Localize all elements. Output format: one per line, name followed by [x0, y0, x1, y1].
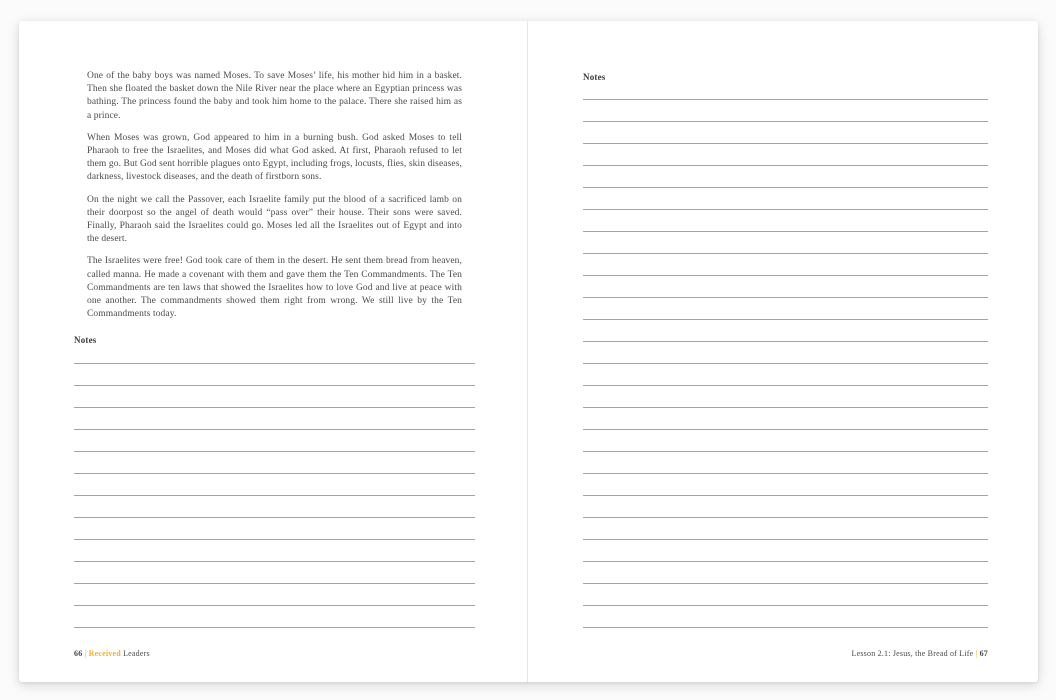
note-line	[74, 518, 475, 540]
note-line	[583, 518, 988, 540]
note-line	[583, 100, 988, 122]
note-line	[583, 298, 988, 320]
page-footer	[852, 649, 988, 658]
footer-separator: |	[84, 649, 87, 658]
note-line	[583, 386, 988, 408]
note-line	[583, 584, 988, 606]
note-line	[583, 540, 988, 562]
note-line	[74, 430, 475, 452]
page-footer	[74, 649, 150, 658]
note-line	[74, 386, 475, 408]
lesson-text	[87, 70, 462, 330]
note-line	[74, 364, 475, 386]
note-line	[583, 188, 988, 210]
note-line	[583, 452, 988, 474]
note-line	[583, 144, 988, 166]
note-line	[583, 232, 988, 254]
note-line	[583, 474, 988, 496]
note-line	[74, 342, 475, 364]
note-line	[583, 606, 988, 628]
notes-heading: Notes	[583, 72, 606, 82]
note-line	[583, 408, 988, 430]
note-line	[583, 254, 988, 276]
page-left	[19, 21, 527, 682]
note-line	[74, 584, 475, 606]
brand-name: Received	[88, 649, 121, 658]
note-line	[583, 166, 988, 188]
footer-separator: |	[975, 649, 978, 658]
paragraph-ten-commandments: The Israelites were free! God took care of them in the desert. He sent them bread from heaven, called manna. He made a covenant with them and gave them the Ten Commandments. The Ten Commandments are ten laws that showed the Israelites how to love God and live at peace with one another. The commandments showed them right from wrong. We still live by the Ten Commandments today.	[87, 256, 462, 320]
note-line	[583, 342, 988, 364]
brand-suffix: Leaders	[123, 649, 150, 658]
paragraph-moses-basket: One of the baby boys was named Moses. To save Moses’ life, his mother hid him in a basket. Then she floated the basket down the Nile River near the place where an Egyptian princess was bathing. The princess found the baby and took him home to the palace. There she raised him as a prince.	[87, 71, 462, 121]
notes-lines	[583, 78, 988, 628]
note-line	[583, 122, 988, 144]
note-line	[583, 210, 988, 232]
note-line	[583, 430, 988, 452]
note-line	[74, 606, 475, 628]
note-line	[74, 540, 475, 562]
paragraph-burning-bush: When Moses was grown, God appeared to him in a burning bush. God asked Moses to tell Pharaoh to free the Israelites, and Moses did what God asked. At first, Pharaoh refused to let them go. But God sent horrible plagues onto Egypt, including frogs, locusts, flies, skin diseases, darkness, livestock diseases, and the death of firstborn sons.	[87, 132, 462, 183]
lesson-title: Lesson 2.1: Jesus, the Bread of Life	[851, 649, 974, 658]
page-number: 67	[979, 649, 988, 658]
note-line	[74, 496, 475, 518]
note-line	[583, 562, 988, 584]
paragraph-passover: On the night we call the Passover, each Israelite family put the blood of a sacrificed lamb on their doorpost so the angel of death would “pass over” their house. Their sons were saved. Finally, Pharaoh said the Israelites could go. Moses led all the Israelites out of Egypt and into the desert.	[87, 194, 462, 245]
note-line	[583, 496, 988, 518]
note-line	[583, 320, 988, 342]
notes-heading: Notes	[74, 335, 97, 345]
note-line	[583, 364, 988, 386]
page-spread	[19, 21, 1038, 682]
note-line	[74, 562, 475, 584]
note-line	[74, 408, 475, 430]
note-line	[583, 276, 988, 298]
note-line	[74, 474, 475, 496]
notes-lines	[74, 342, 475, 628]
page-right	[527, 21, 1038, 682]
note-line	[583, 78, 988, 100]
page-number: 66	[74, 649, 83, 658]
note-line	[74, 452, 475, 474]
